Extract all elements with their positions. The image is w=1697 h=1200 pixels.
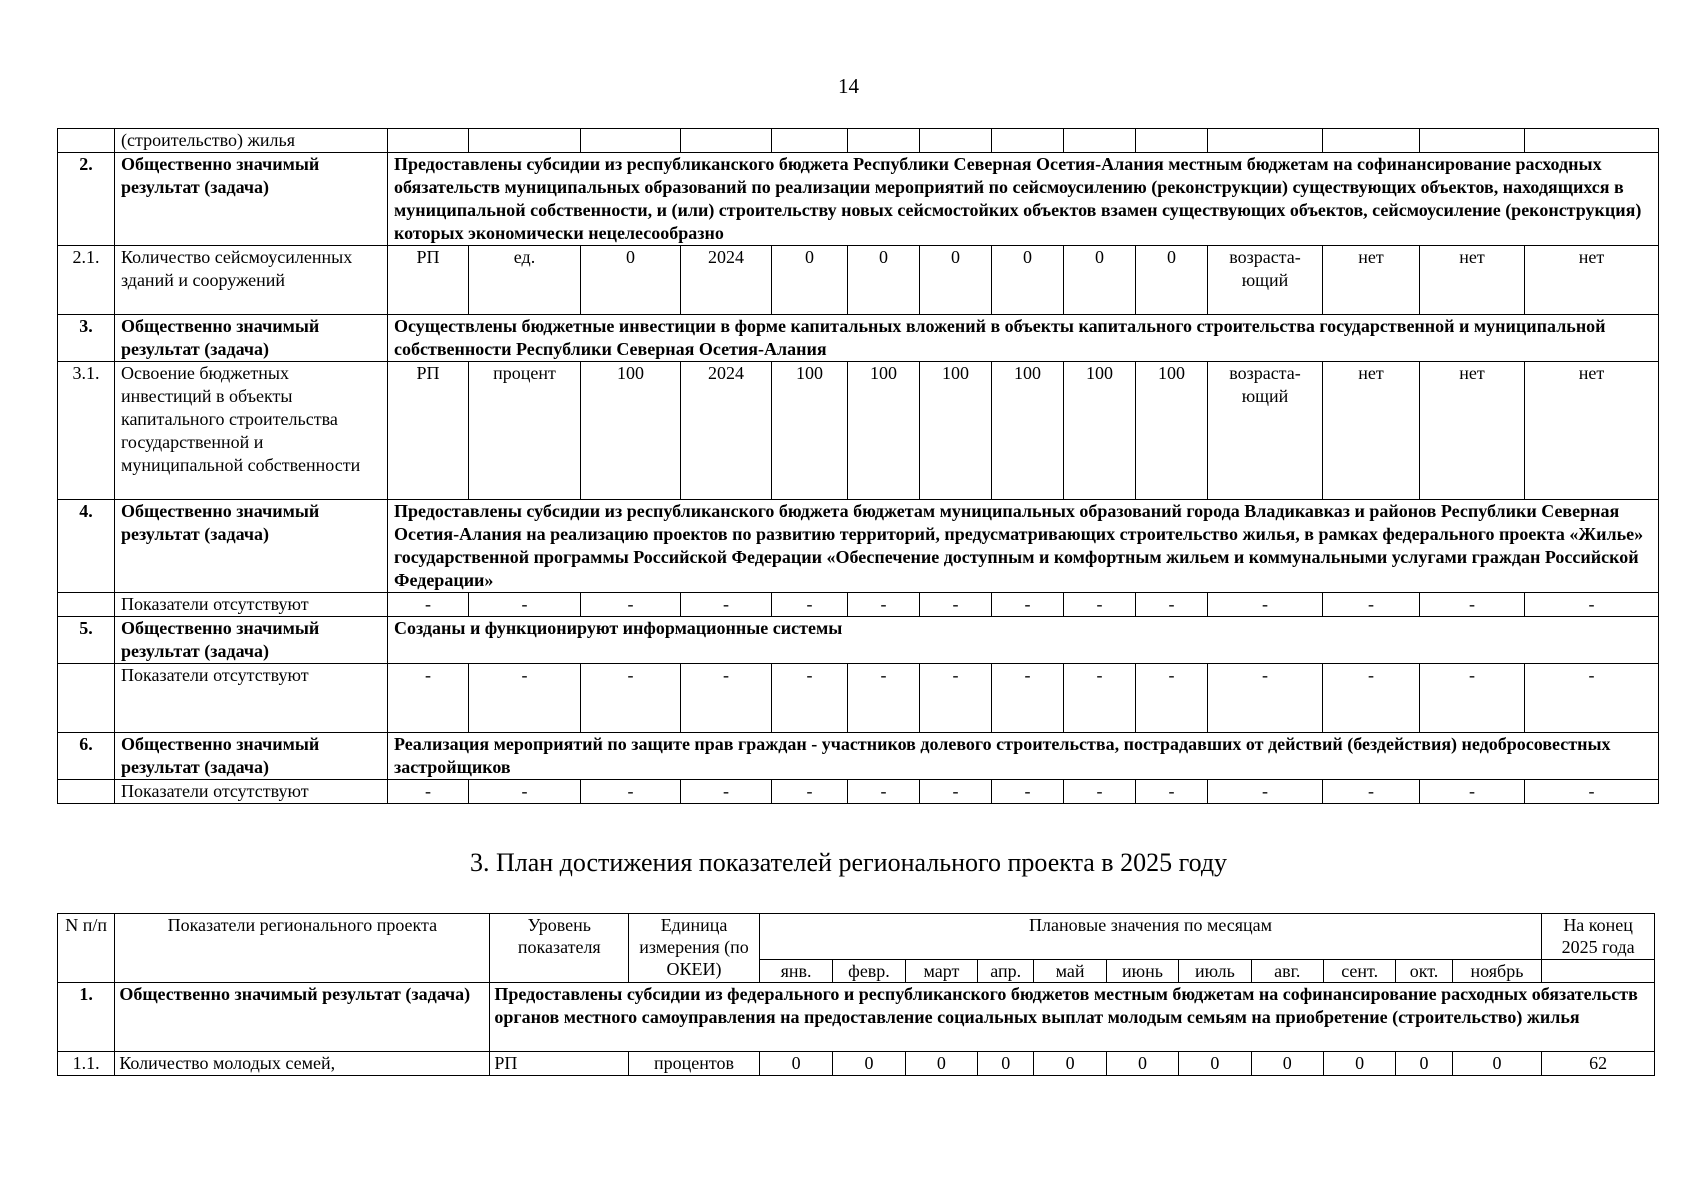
dash-cell: - bbox=[1525, 780, 1659, 804]
task-row bbox=[58, 733, 1659, 780]
dash-cell: - bbox=[388, 593, 469, 617]
task-text: Осуществлены бюджетные инвестиции в форме капитальных вложений в объекты капитального строительства государственной и муниципальной собственности Республики Северная Осетия-Алания bbox=[388, 315, 1659, 362]
task-text: Предоставлены субсидии из республиканского бюджета Республики Северная Осетия-Алания местным бюджетам на софинансирование расходных обязательств муниципальных образований по реализации мероприятий по сейсмоусилению (реконструкции) существующих объектов, находящихся в муниципальной собственности, и (или) строительству новых сейсмостойких объектов взамен существующих объектов, сейсмоусиление (реконструкция) которых экономически нецелесообразно bbox=[388, 153, 1659, 246]
dash-cell: - bbox=[581, 780, 681, 804]
row-num bbox=[58, 664, 115, 733]
row-value: 0 bbox=[1034, 1052, 1106, 1076]
row-v4: 0 bbox=[992, 246, 1064, 315]
row-num bbox=[58, 593, 115, 617]
task-num: 1. bbox=[58, 983, 115, 1052]
month-header: февр. bbox=[833, 960, 905, 983]
dash-cell: - bbox=[581, 593, 681, 617]
row-name: Освоение бюджетных инвестиций в объекты капитального строительства государственной и муниципальной собственности bbox=[115, 362, 388, 500]
dash-cell: - bbox=[1420, 780, 1525, 804]
task-num: 3. bbox=[58, 315, 115, 362]
dash-cell: - bbox=[992, 593, 1064, 617]
row-level: РП bbox=[388, 246, 469, 315]
dash-cell: - bbox=[681, 664, 772, 733]
section-title: 3. План достижения показателей регионального проекта в 2025 году bbox=[469, 848, 1228, 877]
row-v2: 0 bbox=[848, 246, 920, 315]
header-row-1 bbox=[58, 914, 1655, 960]
dash-cell: - bbox=[1208, 593, 1323, 617]
row-value: 0 bbox=[759, 1052, 832, 1076]
task-row bbox=[58, 617, 1659, 664]
row-value: 0 bbox=[1452, 1052, 1542, 1076]
dash-cell: - bbox=[920, 664, 992, 733]
task-num: 4. bbox=[58, 500, 115, 593]
dash-cell: - bbox=[1323, 780, 1420, 804]
row-value: 0 bbox=[1106, 1052, 1178, 1076]
dash-cell: - bbox=[388, 780, 469, 804]
dash-cell: - bbox=[1064, 593, 1136, 617]
task-label: Общественно значимый результат (задача) bbox=[115, 315, 388, 362]
dash-cell: - bbox=[1208, 664, 1323, 733]
dash-cell: - bbox=[848, 664, 920, 733]
indicator-row bbox=[58, 1052, 1655, 1076]
row-unit: процентов bbox=[629, 1052, 760, 1076]
dash-cell: - bbox=[848, 780, 920, 804]
month-header: ноябрь bbox=[1452, 960, 1542, 983]
header-end: На конец 2025 года bbox=[1542, 914, 1655, 960]
indicator-row bbox=[58, 362, 1659, 500]
dash-cell: - bbox=[920, 780, 992, 804]
row-value: 0 bbox=[905, 1052, 977, 1076]
dash-cell: - bbox=[469, 664, 581, 733]
no-indicators-label: Показатели отсутствуют bbox=[115, 664, 388, 733]
dash-cell: - bbox=[581, 664, 681, 733]
task-row bbox=[58, 153, 1659, 246]
no-indicators-label: Показатели отсутствуют bbox=[115, 593, 388, 617]
row-v3: 100 bbox=[920, 362, 992, 500]
task-num: 2. bbox=[58, 153, 115, 246]
task-text: Предоставлены субсидии из республиканского бюджета бюджетам муниципальных образований города Владикавказ и районов Республики Северная Осетия-Алания на реализацию проектов по развитию территорий, предусматривающих строительство жилья, в рамках федерального проекта «Жилье» государственной программы Российской Федерации «Обеспечение доступным и комфортным жильем и коммунальными услугами граждан Российской Федерации» bbox=[388, 500, 1659, 593]
task-label: Общественно значимый результат (задача) bbox=[115, 153, 388, 246]
task-label: Общественно значимый результат (задача) bbox=[115, 983, 490, 1052]
dash-cell: - bbox=[1420, 593, 1525, 617]
dash-cell: - bbox=[1136, 664, 1208, 733]
task-text: Реализация мероприятий по защите прав граждан - участников долевого строительства, пострадавших от действий (бездействия) недобросовестных застройщиков bbox=[388, 733, 1659, 780]
row-v6: 100 bbox=[1136, 362, 1208, 500]
task-text: Предоставлены субсидии из федерального и республиканского бюджетов местным бюджетам на софинансирование расходных обязательств органов местного самоуправления на предоставление социальных выплат молодым семьям на приобретение (строительство) жилья bbox=[490, 983, 1655, 1052]
row-v5: 0 bbox=[1064, 246, 1136, 315]
month-header: июль bbox=[1179, 960, 1251, 983]
row-v2: 100 bbox=[848, 362, 920, 500]
row-unit: ед. bbox=[469, 246, 581, 315]
row-trend: возраста-ющий bbox=[1208, 246, 1323, 315]
task-num: 6. bbox=[58, 733, 115, 780]
continuation-text: (строительство) жилья bbox=[115, 129, 388, 153]
no-indicators-label: Показатели отсутствуют bbox=[115, 780, 388, 804]
dash-cell: - bbox=[1064, 780, 1136, 804]
dash-cell: - bbox=[1323, 664, 1420, 733]
row-value: 0 bbox=[1251, 1052, 1323, 1076]
page-number: 14 bbox=[838, 74, 859, 98]
row-b: нет bbox=[1420, 246, 1525, 315]
row-level: РП bbox=[388, 362, 469, 500]
task-text: Созданы и функционируют информационные системы bbox=[388, 617, 1659, 664]
dash-cell: - bbox=[469, 593, 581, 617]
dash-cell: - bbox=[992, 780, 1064, 804]
dash-cell: - bbox=[1136, 593, 1208, 617]
dash-cell: - bbox=[1208, 780, 1323, 804]
row-v1: 0 bbox=[772, 246, 848, 315]
dash-cell: - bbox=[920, 593, 992, 617]
dash-cell: - bbox=[388, 664, 469, 733]
row-num: 1.1. bbox=[58, 1052, 115, 1076]
row-v3: 0 bbox=[920, 246, 992, 315]
dash-cell: - bbox=[772, 664, 848, 733]
dash-cell: - bbox=[772, 780, 848, 804]
row-v6: 0 bbox=[1136, 246, 1208, 315]
plan-table bbox=[57, 913, 1655, 1076]
dash-cell: - bbox=[848, 593, 920, 617]
indicators-table bbox=[57, 128, 1659, 804]
dash-cell: - bbox=[1420, 664, 1525, 733]
dash-cell: - bbox=[681, 593, 772, 617]
no-indicators-row bbox=[58, 664, 1659, 733]
month-header: май bbox=[1034, 960, 1106, 983]
header-name: Показатели регионального проекта bbox=[115, 914, 490, 983]
row-v1: 100 bbox=[772, 362, 848, 500]
row-name: Количество сейсмоусиленных зданий и сооружений bbox=[115, 246, 388, 315]
header-unit: Единица измерения (по ОКЕИ) bbox=[629, 914, 760, 983]
header-num: N п/п bbox=[58, 914, 115, 983]
row-value: 0 bbox=[1179, 1052, 1251, 1076]
task-row bbox=[58, 983, 1655, 1052]
dash-cell: - bbox=[469, 780, 581, 804]
row-trend: возраста-ющий bbox=[1208, 362, 1323, 500]
dash-cell: - bbox=[1064, 664, 1136, 733]
row-v5: 100 bbox=[1064, 362, 1136, 500]
dash-cell: - bbox=[681, 780, 772, 804]
row-value: 0 bbox=[833, 1052, 905, 1076]
row-unit: процент bbox=[469, 362, 581, 500]
row-base: 100 bbox=[581, 362, 681, 500]
row-c: нет bbox=[1525, 362, 1659, 500]
task-label: Общественно значимый результат (задача) bbox=[115, 733, 388, 780]
dash-cell: - bbox=[1525, 664, 1659, 733]
dash-cell: - bbox=[1136, 780, 1208, 804]
row-v4: 100 bbox=[992, 362, 1064, 500]
row-year: 2024 bbox=[681, 362, 772, 500]
row-b: нет bbox=[1420, 362, 1525, 500]
row-name: Количество молодых семей, bbox=[115, 1052, 490, 1076]
month-header: сент. bbox=[1323, 960, 1395, 983]
row-num: 3.1. bbox=[58, 362, 115, 500]
dash-cell: - bbox=[992, 664, 1064, 733]
continuation-row bbox=[58, 129, 1659, 153]
task-label: Общественно значимый результат (задача) bbox=[115, 617, 388, 664]
month-header: март bbox=[905, 960, 977, 983]
row-num bbox=[58, 780, 115, 804]
month-header: апр. bbox=[978, 960, 1034, 983]
row-c: нет bbox=[1525, 246, 1659, 315]
task-row bbox=[58, 315, 1659, 362]
task-label: Общественно значимый результат (задача) bbox=[115, 500, 388, 593]
row-value: 0 bbox=[978, 1052, 1034, 1076]
dash-cell: - bbox=[1323, 593, 1420, 617]
row-level: РП bbox=[490, 1052, 629, 1076]
dash-cell: - bbox=[1525, 593, 1659, 617]
row-value: 0 bbox=[1396, 1052, 1452, 1076]
row-a: нет bbox=[1323, 362, 1420, 500]
row-num: 2.1. bbox=[58, 246, 115, 315]
indicator-row bbox=[58, 246, 1659, 315]
no-indicators-row bbox=[58, 593, 1659, 617]
task-num: 5. bbox=[58, 617, 115, 664]
row-a: нет bbox=[1323, 246, 1420, 315]
month-header: июнь bbox=[1106, 960, 1178, 983]
row-end: 62 bbox=[1542, 1052, 1655, 1076]
month-header: авг. bbox=[1251, 960, 1323, 983]
dash-cell: - bbox=[772, 593, 848, 617]
task-row bbox=[58, 500, 1659, 593]
row-value: 0 bbox=[1323, 1052, 1395, 1076]
header-monthly: Плановые значения по месяцам bbox=[759, 914, 1541, 960]
no-indicators-row bbox=[58, 780, 1659, 804]
month-header: янв. bbox=[759, 960, 832, 983]
header-level: Уровень показателя bbox=[490, 914, 629, 983]
row-base: 0 bbox=[581, 246, 681, 315]
month-header: окт. bbox=[1396, 960, 1452, 983]
row-year: 2024 bbox=[681, 246, 772, 315]
